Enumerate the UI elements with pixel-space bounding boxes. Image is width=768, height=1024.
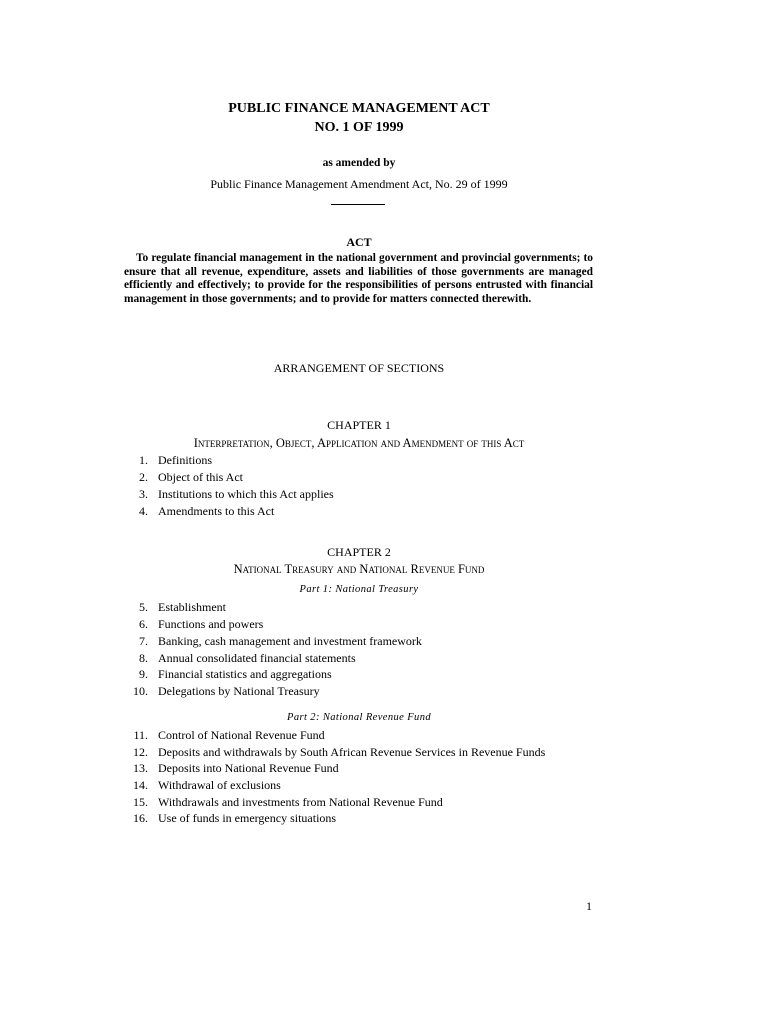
section-title: Banking, cash management and investment framework — [158, 634, 422, 648]
section-number: 7. — [139, 634, 148, 648]
section-title: Functions and powers — [158, 617, 264, 631]
part-1-title: Part 1: National Treasury — [299, 584, 419, 595]
act-heading: ACT — [346, 235, 372, 249]
arrangement-heading: ARRANGEMENT OF SECTIONS — [273, 361, 445, 375]
section-number: 8. — [139, 651, 148, 665]
section-title: Withdrawal of exclusions — [158, 778, 281, 792]
chapter-1-title: Interpretation, Object, Application and Amendment of this Act — [193, 436, 525, 450]
section-title: Delegations by National Treasury — [158, 684, 320, 698]
act-preamble: To regulate financial management in the national government and provincial governments; to ensure that all revenue, expenditure, assets and liabilities of those governments are managed efficiently and effectively; to provide for the responsibilities of persons entrusted with financial management in those governments; and to provide for matters connected therewith. — [124, 252, 593, 305]
section-number: 13. — [133, 761, 148, 775]
section-title: Withdrawals and investments from National Revenue Fund — [158, 795, 443, 809]
act-title: PUBLIC FINANCE MANAGEMENT ACT — [228, 101, 490, 116]
section-number: 10. — [133, 684, 148, 698]
section-number: 12. — [133, 745, 148, 759]
section-title: Object of this Act — [158, 470, 243, 484]
chapter-2-label: CHAPTER 2 — [327, 545, 391, 559]
section-number: 5. — [139, 600, 148, 614]
section-number: 11. — [133, 728, 148, 742]
section-title: Annual consolidated financial statements — [158, 651, 356, 665]
act-number: NO. 1 OF 1999 — [314, 120, 404, 135]
section-number: 3. — [139, 487, 148, 501]
section-number: 9. — [139, 667, 148, 681]
chapter-2-title: National Treasury and National Revenue Fund — [233, 562, 485, 576]
section-number: 14. — [133, 778, 148, 792]
amended-by-label: as amended by — [322, 157, 396, 169]
section-title: Definitions — [158, 453, 212, 467]
section-number: 1. — [139, 453, 148, 467]
chapter-1-label: CHAPTER 1 — [327, 418, 391, 432]
page-number: 1 — [586, 899, 592, 913]
section-number: 15. — [133, 795, 148, 809]
section-title: Institutions to which this Act applies — [158, 487, 334, 501]
section-title: Deposits and withdrawals by South African Revenue Services in Revenue Funds — [158, 745, 546, 759]
section-title: Establishment — [158, 600, 226, 614]
section-number: 4. — [139, 504, 148, 518]
section-title: Control of National Revenue Fund — [158, 728, 325, 742]
section-title: Use of funds in emergency situations — [158, 811, 337, 825]
section-title: Deposits into National Revenue Fund — [158, 761, 339, 775]
section-number: 2. — [139, 470, 148, 484]
section-title: Amendments to this Act — [158, 504, 275, 518]
section-title: Financial statistics and aggregations — [158, 667, 332, 681]
title-divider — [331, 204, 385, 205]
amendment-act-reference: Public Finance Management Amendment Act, No. 29 of 1999 — [210, 177, 508, 191]
part-2-title: Part 2: National Revenue Fund — [287, 712, 431, 723]
section-number: 6. — [139, 617, 148, 631]
section-number: 16. — [133, 811, 148, 825]
